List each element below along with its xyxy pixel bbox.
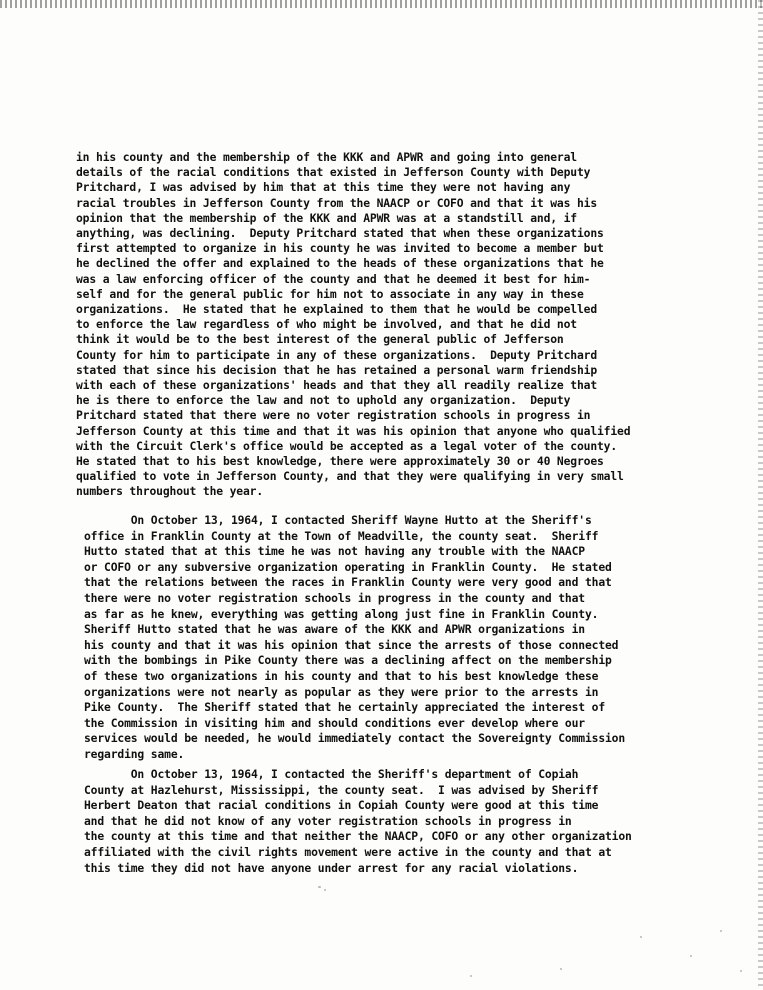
scan-speck	[720, 930, 722, 932]
scan-speck	[324, 889, 326, 891]
paragraph-copiah-county: On October 13, 1964, I contacted the Sheriff's department of Copiah County at Hazlehurst, Mississippi, the county seat. I was advised by Sheriff Herbert Deaton that racial conditions in Copiah County were good at this time and that he did not know of any voter registration schools in progress in the county at this time and that neither the NAACP, COFO or any other organization affiliated with the civil rights movement were active in the county and that at this time they did not have anyone under arrest for any racial violations.	[84, 767, 632, 875]
paragraph-franklin-county: On October 13, 1964, I contacted Sheriff Wayne Hutto at the Sheriff's office in Franklin County at the Town of Meadville, the county seat. Sheriff Hutto stated that at this time he was not having any trouble with the NAACP or COFO or any subversive organization operating in Franklin County. He stated that the relations between the races in Franklin County were very good and that there were no voter registration schools in progress in the county and that as far as he knew, everything was getting along just fine in Franklin County. Sheriff Hutto stated that he was aware of the KKK and APWR organizations in his county and that it was his opinion that since the arrests of those connected with the bombings in Pike County there was a declining affect on the membership of these two organizations in his county and that to his best knowledge these organizations were not nearly as popular as they were prior to the arrests in Pike County. The Sheriff stated that he certainly appreciated the interest of the Commission in visiting him and should conditions ever develop where our services would be needed, he would immediately contact the Sovereignty Commission regarding same.	[84, 513, 626, 761]
scan-speck	[470, 975, 472, 977]
scan-speck	[690, 955, 692, 957]
scan-speck	[640, 936, 642, 938]
scan-right-edge	[758, 0, 763, 990]
paragraph-jefferson-county: in his county and the membership of the KKK and APWR and going into general details of the racial conditions that existed in Jefferson County with Deputy Pritchard, I was advised by him that at this time they were not having any racial troubles in Jefferson County from the NAACP or COFO and that it was his opinion that the membership of the KKK and APWR was at a standstill and, if anything, was declining. Deputy Pritchard stated that when these organizations first attempted to organize in his county he was invited to become a member but he declined the offer and explained to the heads of these organizations that he was a law enforcing officer of the county and that he deemed it best for him- self and for the general public for him not to associate in any way in these organizations. He stated that he explained to them that he would be compelled to enforce the law regardless of who might be involved, and that he did not think it would be to the best interest of the general public of Jefferson County for him to participate in any of these organizations. Deputy Pritchard stated that since his decision that he has retained a personal warm friendship with each of these organizations' heads and that they all readily realize that he is there to enforce the law and not to uphold any organization. Deputy Pritchard stated that there were no voter registration schools in progress in Jefferson County at this time and that it was his opinion that anyone who qualified with the Circuit Clerk's office would be accepted as a legal voter of the county. He stated that to his best knowledge, there were approximately 30 or 40 Negroes qualified to vote in Jefferson County, and that they were qualifying in very small numbers throughout the year.	[76, 150, 631, 499]
scan-top-edge	[0, 0, 763, 8]
scan-speck	[740, 970, 742, 972]
scan-speck	[560, 968, 562, 970]
scan-speck	[318, 886, 321, 888]
